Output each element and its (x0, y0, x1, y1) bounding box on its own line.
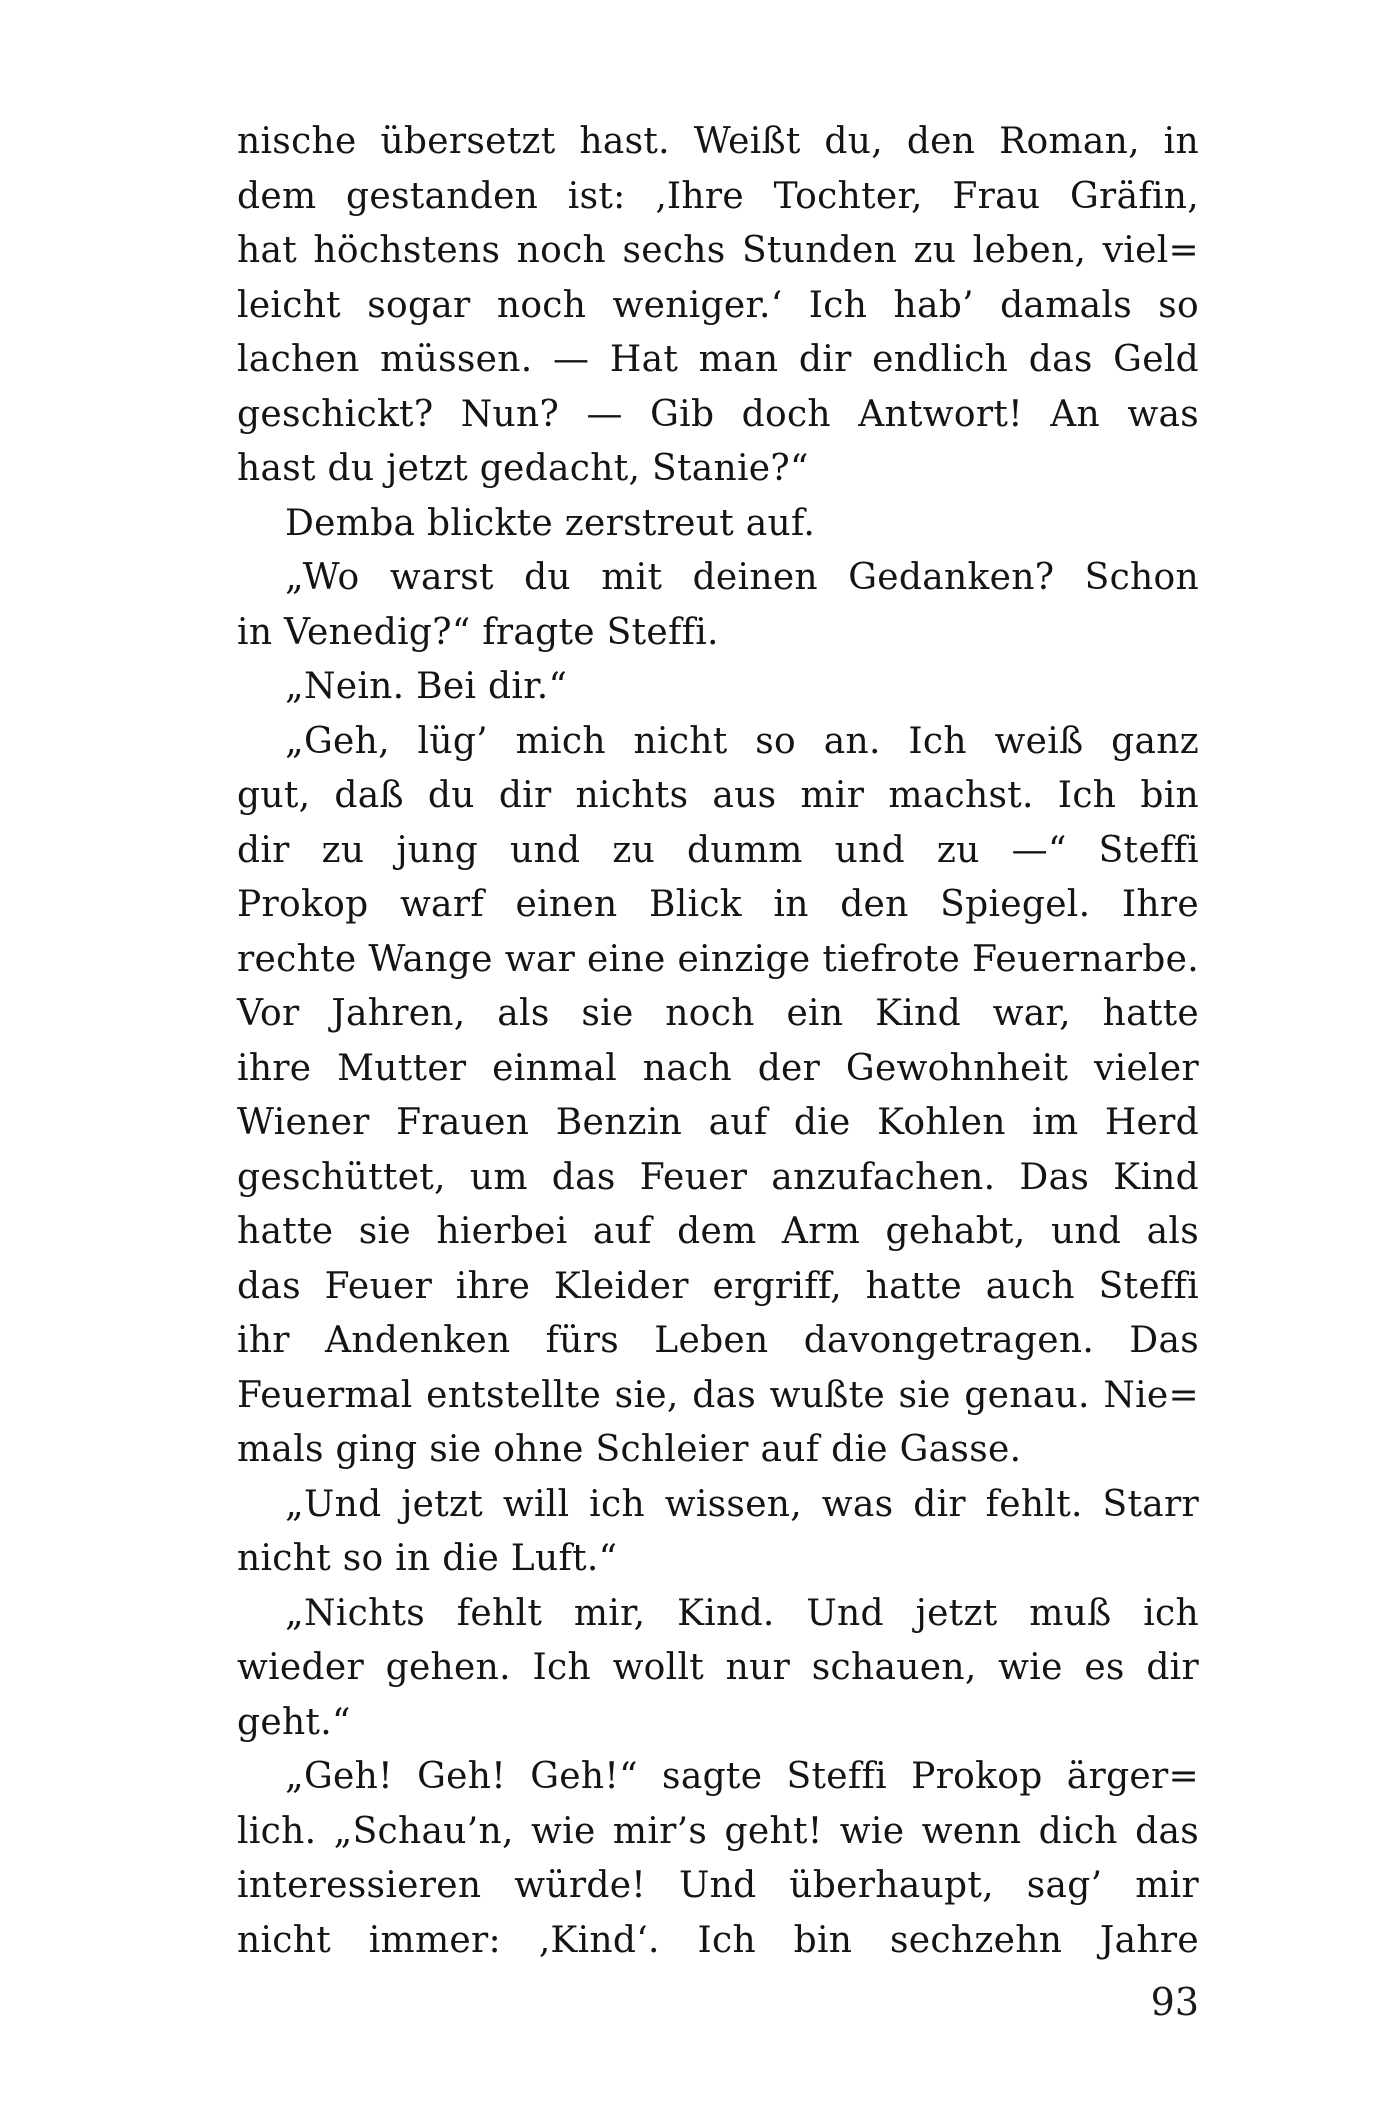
text-line: interessieren würde! Und überhaupt, sag’ mir (237, 1865, 1199, 1906)
text-line: „Nichts fehlt mir, Kind. Und jetzt muß ich (285, 1592, 1199, 1634)
paragraph (237, 551, 1199, 660)
text-line: leicht sogar noch weniger.‘ Ich hab’ damals so (237, 284, 1199, 326)
text-line: „Nein. Bei dir.“ (285, 666, 568, 707)
text-line: Vor Jahren, als sie noch ein Kind war, hatte (237, 993, 1199, 1034)
text-line: geht.“ (237, 1701, 351, 1743)
text-line: ihre Mutter einmal nach der Gewohnheit vieler (237, 1047, 1199, 1089)
text-line: nische übersetzt hast. Weißt du, den Roman, in (237, 121, 1199, 162)
text-line: geschüttet, um das Feuer anzufachen. Das Kind (237, 1156, 1199, 1198)
page-number: 93 (1150, 1980, 1199, 2024)
text-line: lachen müssen. — Hat man dir endlich das Geld (237, 339, 1199, 380)
text-line: Demba blickte zerstreut auf. (285, 502, 816, 544)
body-text (237, 115, 1199, 1968)
text-line: ihr Andenken fürs Leben davongetragen. Das (237, 1320, 1199, 1361)
paragraph (237, 660, 1199, 715)
text-line: mals ging sie ohne Schleier auf die Gasse. (237, 1429, 1022, 1470)
text-line: „Und jetzt will ich wissen, was dir fehlt. Starr (285, 1483, 1199, 1525)
text-line: hat höchstens noch sechs Stunden zu leben, viel= (237, 230, 1199, 271)
paragraph (237, 497, 1199, 552)
text-line: „Geh! Geh! Geh!“ sagte Steffi Prokop ärger= (285, 1756, 1199, 1797)
text-line: dem gestanden ist: ‚Ihre Tochter, Frau Gräfin, (237, 175, 1199, 217)
text-line: gut, daß du dir nichts aus mir machst. Ich bin (237, 775, 1199, 816)
text-line: Prokop warf einen Blick in den Spiegel. Ihre (237, 884, 1199, 925)
text-line: Feuermal entstellte sie, das wußte sie genau. Nie= (237, 1374, 1199, 1416)
text-line: hatte sie hierbei auf dem Arm gehabt, und als (237, 1211, 1199, 1252)
paragraph (237, 1750, 1199, 1968)
text-line: das Feuer ihre Kleider ergriff, hatte auch Steffi (237, 1265, 1199, 1307)
text-line: dir zu jung und zu dumm und zu —“ Steffi (237, 829, 1199, 871)
text-line: „Geh, lüg’ mich nicht so an. Ich weiß ganz (285, 720, 1199, 762)
text-line: in Venedig?“ fragte Steffi. (237, 611, 719, 653)
text-line: wieder gehen. Ich wollt nur schauen, wie es dir (237, 1647, 1199, 1688)
text-line: rechte Wange war eine einzige tiefrote Feuernarbe. (237, 938, 1199, 980)
text-line: nicht immer: ‚Kind‘. Ich bin sechzehn Jahre (237, 1919, 1199, 1961)
text-line: Wiener Frauen Benzin auf die Kohlen im Herd (237, 1102, 1199, 1143)
text-line: hast du jetzt gedacht, Stanie?“ (237, 448, 809, 489)
text-line: lich. „Schau’n, wie mir’s geht! wie wenn dich das (237, 1810, 1199, 1852)
text-line: nicht so in die Luft.“ (237, 1538, 618, 1579)
paragraph (237, 1587, 1199, 1751)
text-line: „Wo warst du mit deinen Gedanken? Schon (285, 557, 1199, 598)
paragraph (237, 1478, 1199, 1587)
text-line: geschickt? Nun? — Gib doch Antwort! An was (237, 393, 1199, 435)
paragraph (237, 115, 1199, 497)
paragraph (237, 715, 1199, 1478)
